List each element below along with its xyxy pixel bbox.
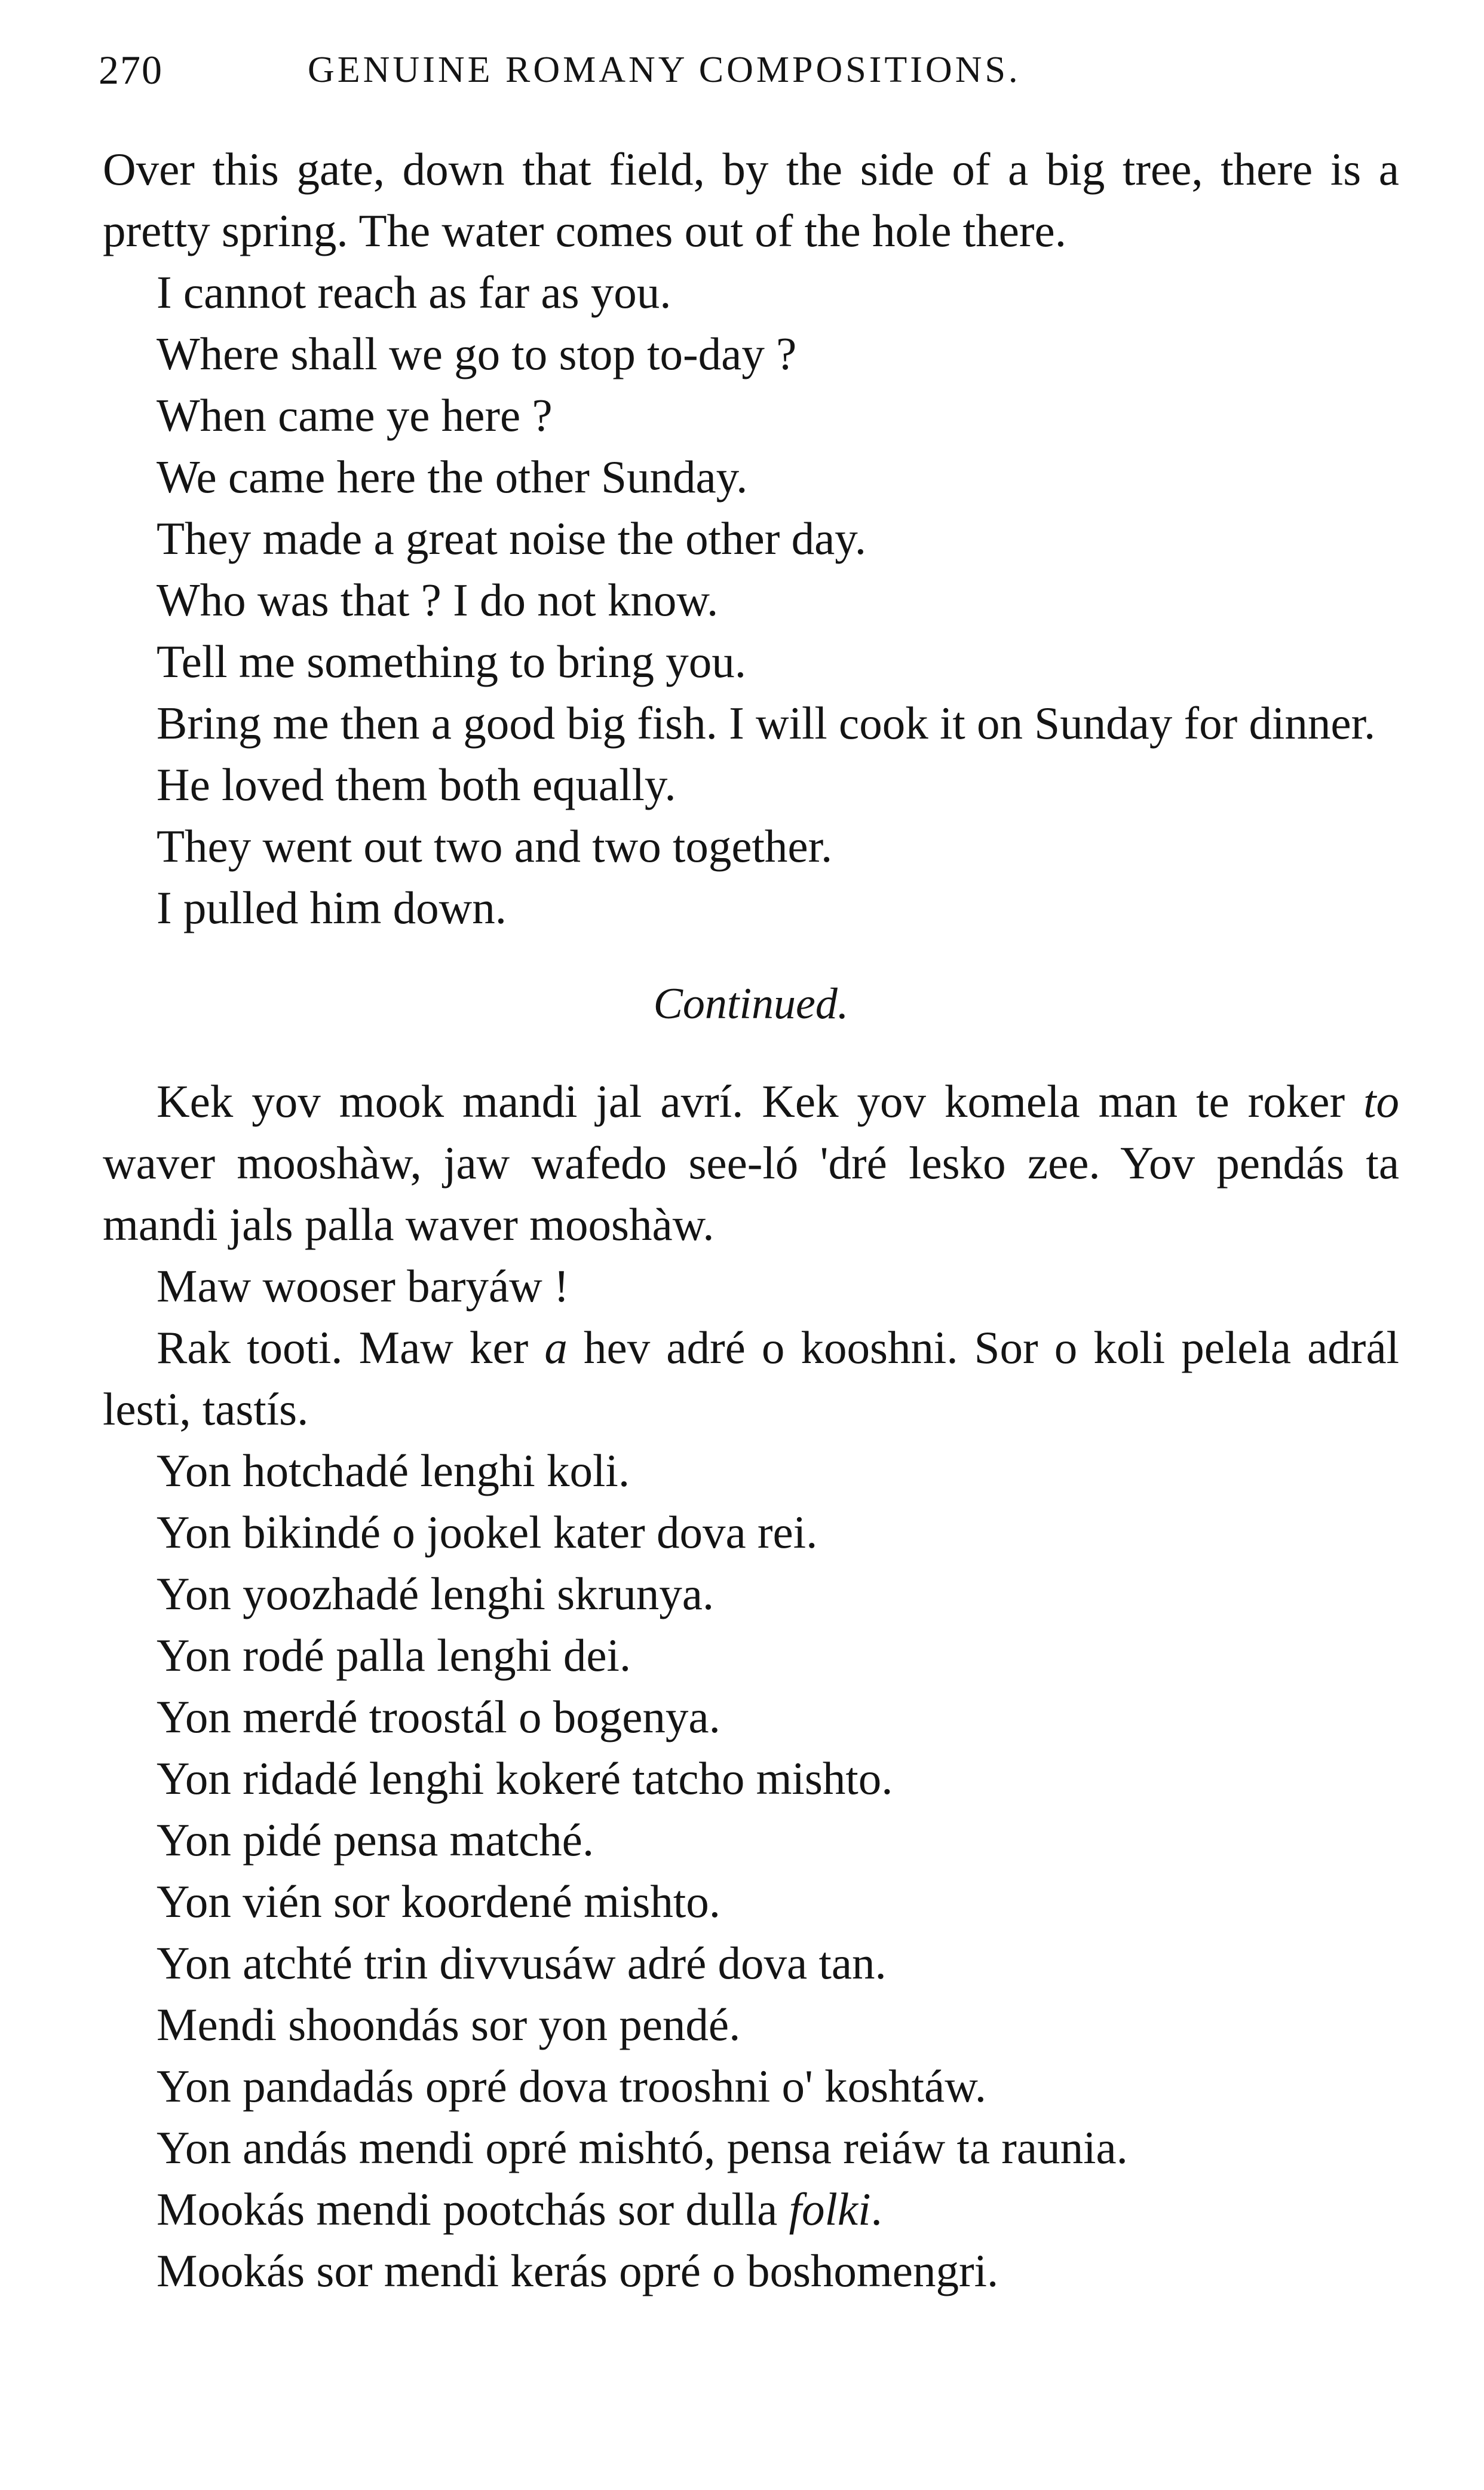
romany-line: Yon bikindé o jookel kater dova rei. xyxy=(157,1506,818,1558)
romany-line: Yon atchté trin divvusáw adré dova tan. xyxy=(157,1937,887,1989)
english-line: Tell me something to bring you. xyxy=(157,636,746,687)
romany-line: Yon merdé troostál o bogenya. xyxy=(157,1691,720,1742)
romany-text: Rak tooti. Maw ker xyxy=(157,1322,545,1373)
romany-line: Yon vién sor koordené mishto. xyxy=(157,1876,720,1927)
romany-text: hev adré o kooshni. Sor o koli pelela adrál lesti, tastís. xyxy=(103,1322,1400,1435)
romany-text: Kek yov mook mandi jal avrí. Kek yov komela man te roker xyxy=(157,1076,1364,1127)
romany-text: waver mooshàw, jaw wafedo see-ló 'dré lesko zee. Yov pendás ta mandi jals palla waver mooshàw. xyxy=(103,1137,1399,1250)
romany-line: Yon pandadás opré dova trooshni o' koshtáw. xyxy=(157,2060,987,2112)
english-line: When came ye here ? xyxy=(157,390,553,441)
english-line: They made a great noise the other day. xyxy=(157,513,867,564)
romany-line: Yon andás mendi opré mishtó, pensa reiáw ta raunia. xyxy=(157,2122,1128,2173)
romany-italic-word: to xyxy=(1363,1076,1399,1127)
romany-line: Mookás sor mendi kerás opré o boshomengri. xyxy=(157,2245,999,2296)
romany-line: Yon yoozhadé lenghi skrunya. xyxy=(157,1568,715,1619)
romany-line: Yon pidé pensa matché. xyxy=(157,1814,594,1866)
romany-line: Yon rodé palla lenghi dei. xyxy=(157,1630,631,1681)
romany-line: Maw wooser baryáw ! xyxy=(157,1260,569,1312)
english-line: I pulled him down. xyxy=(157,882,507,933)
romany-line: Yon hotchadé lenghi koli. xyxy=(157,1445,630,1496)
romany-line: Yon ridadé lenghi kokeré tatcho mishto. xyxy=(157,1753,893,1804)
english-line: I cannot reach as far as you. xyxy=(157,267,672,318)
english-opening-paragraph: Over this gate, down that field, by the side of a big tree, there is a pretty spring. The water comes out of the hole there. xyxy=(103,143,1399,256)
running-header xyxy=(99,37,1401,103)
romany-line: Mendi shoondás sor yon pendé. xyxy=(157,1999,741,2050)
english-fish-paragraph: Bring me then a good big fish. I will cook it on Sunday for dinner. xyxy=(157,697,1376,749)
romany-italic-word: folki xyxy=(789,2183,871,2235)
romany-paragraph xyxy=(103,1317,1399,1440)
romany-text: . xyxy=(870,2183,882,2235)
english-line: Who was that ? I do not know. xyxy=(157,574,719,626)
english-line: Where shall we go to stop to-day ? xyxy=(157,328,797,379)
romany-italic-word: a xyxy=(544,1322,568,1373)
romany-line xyxy=(103,2179,1399,2240)
english-line: He loved them both equally. xyxy=(157,759,676,810)
section-heading: Continued. xyxy=(653,979,849,1028)
romany-paragraph xyxy=(103,1071,1399,1255)
english-line: They went out two and two together. xyxy=(157,820,833,872)
running-title: GENUINE ROMANY COMPOSITIONS. xyxy=(308,49,1021,90)
english-line: We came here the other Sunday. xyxy=(157,451,748,503)
page-number: 270 xyxy=(99,47,163,93)
body-text xyxy=(103,139,1399,2302)
romany-text: Mookás mendi pootchás sor dulla xyxy=(157,2183,789,2235)
